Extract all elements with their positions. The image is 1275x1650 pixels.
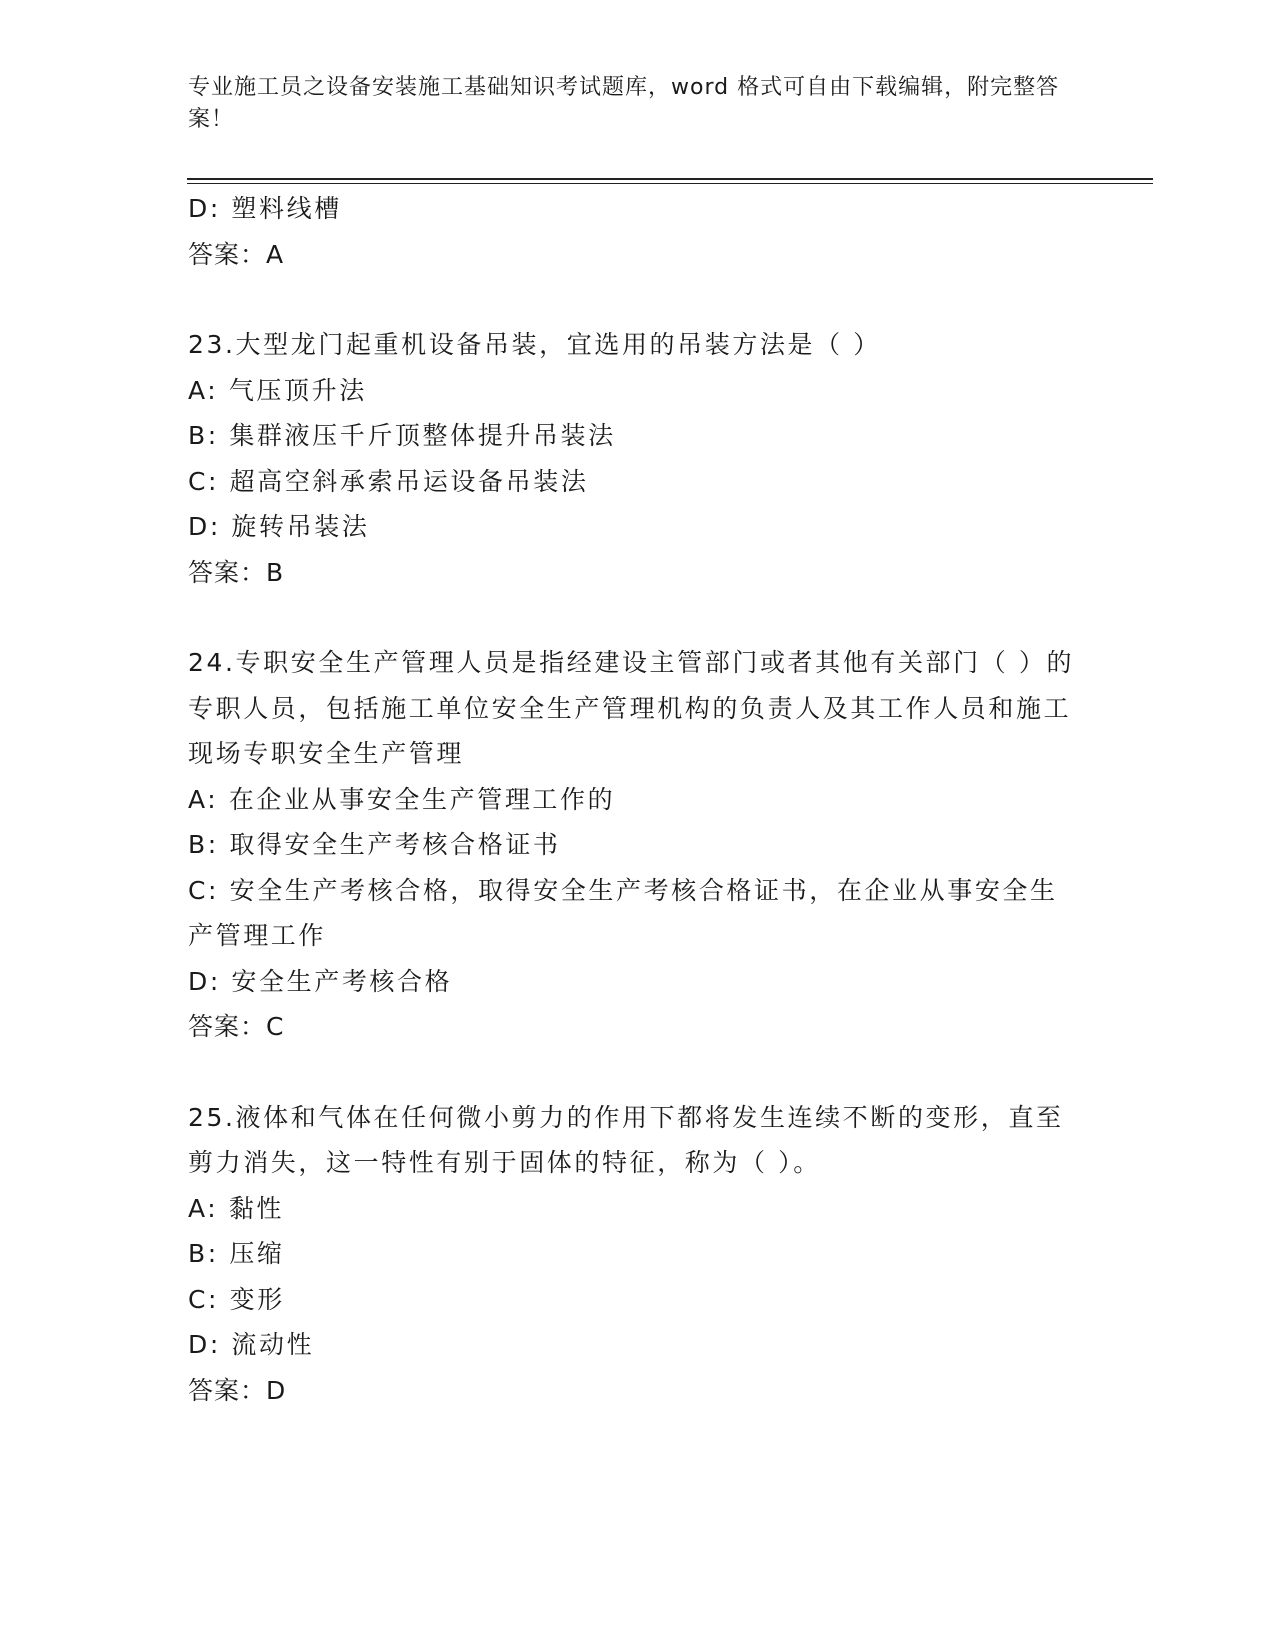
question-25-option-c: C: 变形: [188, 1284, 285, 1314]
question-25-stem: 25.液体和气体在任何微小剪力的作用下都将发生连续不断的变形，直至剪力消失，这一特性有别于固体的特征，称为（ ）。: [188, 1102, 1064, 1177]
question-23-answer: 答案：B: [188, 557, 285, 587]
question-23-stem: 23.大型龙门起重机设备吊装，宜选用的吊装方法是（ ）: [188, 330, 881, 359]
question-23-option-d: D: 旋转吊装法: [188, 512, 370, 541]
question-content: [188, 186, 1088, 1413]
question-25-option-b: B: 压缩: [188, 1239, 285, 1268]
answer-label: 答案：A: [188, 239, 285, 269]
question-24-option-b: B: 取得安全生产考核合格证书: [188, 830, 561, 859]
question-24-stem: 24.专职安全生产管理人员是指经建设主管部门或者其他有关部门（ ）的专职人员，包括施工单位安全生产管理机构的负责人及其工作人员和施工现场专职安全生产管理: [188, 648, 1075, 768]
option-d: D: 塑料线槽: [188, 194, 342, 223]
question-24-option-a: A: 在企业从事安全生产管理工作的: [188, 784, 616, 814]
question-24-option-c: C: 安全生产考核合格，取得安全生产考核合格证书，在企业从事安全生产管理工作: [188, 875, 1058, 950]
question-24-option-d: D: 安全生产考核合格: [188, 966, 453, 996]
question-25-answer: 答案：D: [188, 1375, 287, 1405]
header-divider: [187, 178, 1153, 184]
question-23-option-a: A: 气压顶升法: [188, 375, 367, 405]
question-23-option-c: C: 超高空斜承索吊运设备吊装法: [188, 466, 589, 496]
question-25-option-a: A: 黏性: [188, 1193, 285, 1223]
question-25-option-d: D: 流动性: [188, 1330, 315, 1359]
question-24-answer: 答案：C: [188, 1012, 285, 1041]
question-23-option-b: B: 集群液压千斤顶整体提升吊装法: [188, 421, 616, 450]
document-header: 专业施工员之设备安装施工基础知识考试题库，word 格式可自由下载编辑，附完整答案！: [188, 75, 1060, 132]
